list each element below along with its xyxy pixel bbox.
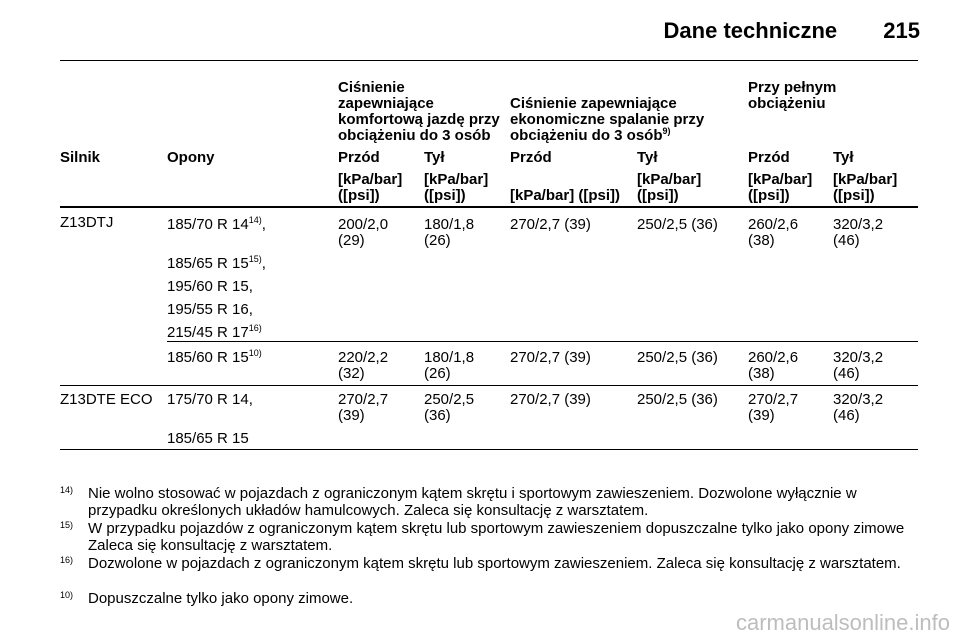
footnote <box>60 555 920 572</box>
pressure-value: 200/2,0 <box>338 216 389 233</box>
pressure-cell <box>748 350 798 382</box>
pressure-psi: (39) <box>748 407 775 424</box>
page-number: 215 <box>883 18 920 43</box>
footnote <box>60 590 920 607</box>
pressure-psi: (46) <box>833 407 860 424</box>
footnote-number: 10) <box>60 590 74 600</box>
pressure-cell <box>833 392 883 424</box>
row-rule <box>167 341 918 342</box>
engine-cell: Z13DTE ECO <box>60 391 153 408</box>
tire-cell: 185/65 R 15 <box>167 430 249 447</box>
footnote-text: Dozwolone w pojazdach z ograniczonym kątem skrętu lub sportowym zawieszeniem. Zaleca się konsultację z warsztatem. <box>88 555 901 572</box>
unit-line2: ([psi]) <box>637 187 679 204</box>
tire-text: 185/65 R 15 <box>167 255 249 272</box>
footnote-text: Nie wolno stosować w pojazdach z ograniczonym kątem skrętu i sportowym zawieszeniem. Dozwolone wyłącznie w przypadku określonych układów hamulcowych. Zaleca się konsultację z warsztatem. <box>88 485 857 519</box>
footnote-ref: 15) <box>248 254 262 264</box>
pressure-cell <box>338 350 388 382</box>
unit-line1: [kPa/bar] <box>748 171 813 188</box>
footnote-number: 15) <box>60 520 74 530</box>
pressure-cell: 250/2,5 (36) <box>637 349 718 366</box>
col-header-front-comfort: Przód <box>338 149 380 166</box>
col-header-front-full: Przód <box>748 149 790 166</box>
unit-line2: ([psi]) <box>424 187 466 204</box>
unit-label <box>338 172 402 204</box>
pressure-psi: (46) <box>833 365 860 382</box>
tire-text: 215/45 R 17 <box>167 324 249 341</box>
pressure-psi: (38) <box>748 232 775 249</box>
footnote-ref: 16) <box>248 323 262 333</box>
pressure-cell: 270/2,7 (39) <box>510 391 591 408</box>
tire-text: 185/70 R 14 <box>167 216 249 233</box>
pressure-value: 180/1,8 <box>424 216 475 233</box>
pressure-cell <box>833 350 883 382</box>
tire-cell: 175/70 R 14, <box>167 391 253 408</box>
group-header-eco-text: Ciśnienie zapewniające ekonomiczne spalanie przy obciążeniu do 3 osób <box>510 95 705 144</box>
pressure-psi: (26) <box>424 232 451 249</box>
col-header-front-eco: Przód <box>510 149 552 166</box>
engine-cell: Z13DTJ <box>60 214 114 231</box>
pressure-cell <box>748 217 798 249</box>
group-header-comfort: Ciśnienie zapewniające komfortową jazdę przy obciążeniu do 3 osób <box>338 79 500 144</box>
unit-label <box>637 172 701 204</box>
pressure-psi: (38) <box>748 365 775 382</box>
footnote-number: 16) <box>60 555 74 565</box>
unit-label <box>748 172 812 204</box>
group-header-full-load: Przy pełnym obciążeniu <box>748 79 837 112</box>
col-header-rear-full: Tył <box>833 149 854 166</box>
col-header-tires: Opony <box>167 149 215 166</box>
unit-line2: ([psi]) <box>748 187 790 204</box>
pressure-psi: (39) <box>338 407 365 424</box>
pressure-value: 320/3,2 <box>833 391 884 408</box>
footnote <box>60 520 920 554</box>
pressure-cell: 270/2,7 (39) <box>510 216 591 233</box>
pressure-cell <box>424 350 474 382</box>
unit-line1: [kPa/bar] <box>833 171 898 188</box>
tire-suffix: , <box>261 255 266 272</box>
tire-cell: 195/55 R 16, <box>167 301 253 318</box>
footnote-ref: 9) <box>662 126 671 136</box>
group-header-eco <box>510 96 720 144</box>
unit-line2: ([psi]) <box>338 187 380 204</box>
pressure-value: 260/2,6 <box>748 349 799 366</box>
tire-suffix: , <box>261 216 266 233</box>
footnote-ref: 14) <box>248 215 262 225</box>
pressure-cell <box>748 392 798 424</box>
unit-line2: ([psi]) <box>833 187 875 204</box>
pressure-cell <box>338 217 388 249</box>
unit-label: [kPa/bar] ([psi]) <box>510 187 621 204</box>
pressure-cell <box>833 217 883 249</box>
footnote-text: W przypadku pojazdów z ograniczonym kątem skrętu lub sportowym zawieszeniem dopuszczalne tylko jako opony zimowe Zaleca się konsultację z warsztatem. <box>88 520 905 554</box>
page-header <box>664 18 920 44</box>
pressure-value: 260/2,6 <box>748 216 799 233</box>
col-header-rear-comfort: Tył <box>424 149 445 166</box>
watermark: carmanualsonline.info <box>735 610 950 635</box>
pressure-psi: (26) <box>424 365 451 382</box>
section-title: Dane techniczne <box>663 18 838 43</box>
footnote-number: 14) <box>60 485 74 495</box>
top-rule <box>60 60 918 61</box>
unit-line1: [kPa/bar] <box>424 171 489 188</box>
footnote-ref: 10) <box>248 348 262 358</box>
tire-cell <box>167 325 262 341</box>
footnote <box>60 485 920 519</box>
pressure-value: 270/2,7 <box>748 391 799 408</box>
pressure-value: 220/2,2 <box>338 349 389 366</box>
pressure-cell: 250/2,5 (36) <box>637 216 718 233</box>
pressure-psi: (29) <box>338 232 365 249</box>
unit-line1: [kPa/bar] <box>338 171 403 188</box>
unit-label <box>833 172 897 204</box>
pressure-value: 320/3,2 <box>833 216 884 233</box>
bottom-rule <box>60 449 918 450</box>
pressure-cell <box>424 392 474 424</box>
footnote-text: Dopuszczalne tylko jako opony zimowe. <box>88 590 354 607</box>
tire-cell: 195/60 R 15, <box>167 278 253 295</box>
tire-text: 185/60 R 15 <box>167 349 249 366</box>
pressure-cell: 250/2,5 (36) <box>637 391 718 408</box>
pressure-psi: (46) <box>833 232 860 249</box>
pressure-value: 270/2,7 <box>338 391 389 408</box>
col-header-engine: Silnik <box>60 149 101 166</box>
pressure-cell <box>424 217 474 249</box>
tire-cell <box>167 256 266 272</box>
pressure-psi: (36) <box>424 407 451 424</box>
row-rule <box>60 385 918 386</box>
pressure-cell: 270/2,7 (39) <box>510 349 591 366</box>
unit-line1: [kPa/bar] <box>637 171 702 188</box>
pressure-value: 320/3,2 <box>833 349 884 366</box>
header-rule <box>60 206 918 208</box>
tire-cell <box>167 350 262 366</box>
unit-label <box>424 172 488 204</box>
tire-cell <box>167 217 266 233</box>
pressure-cell <box>338 392 388 424</box>
col-header-rear-eco: Tył <box>637 149 658 166</box>
pressure-value: 180/1,8 <box>424 349 475 366</box>
pressure-value: 250/2,5 <box>424 391 475 408</box>
pressure-psi: (32) <box>338 365 365 382</box>
